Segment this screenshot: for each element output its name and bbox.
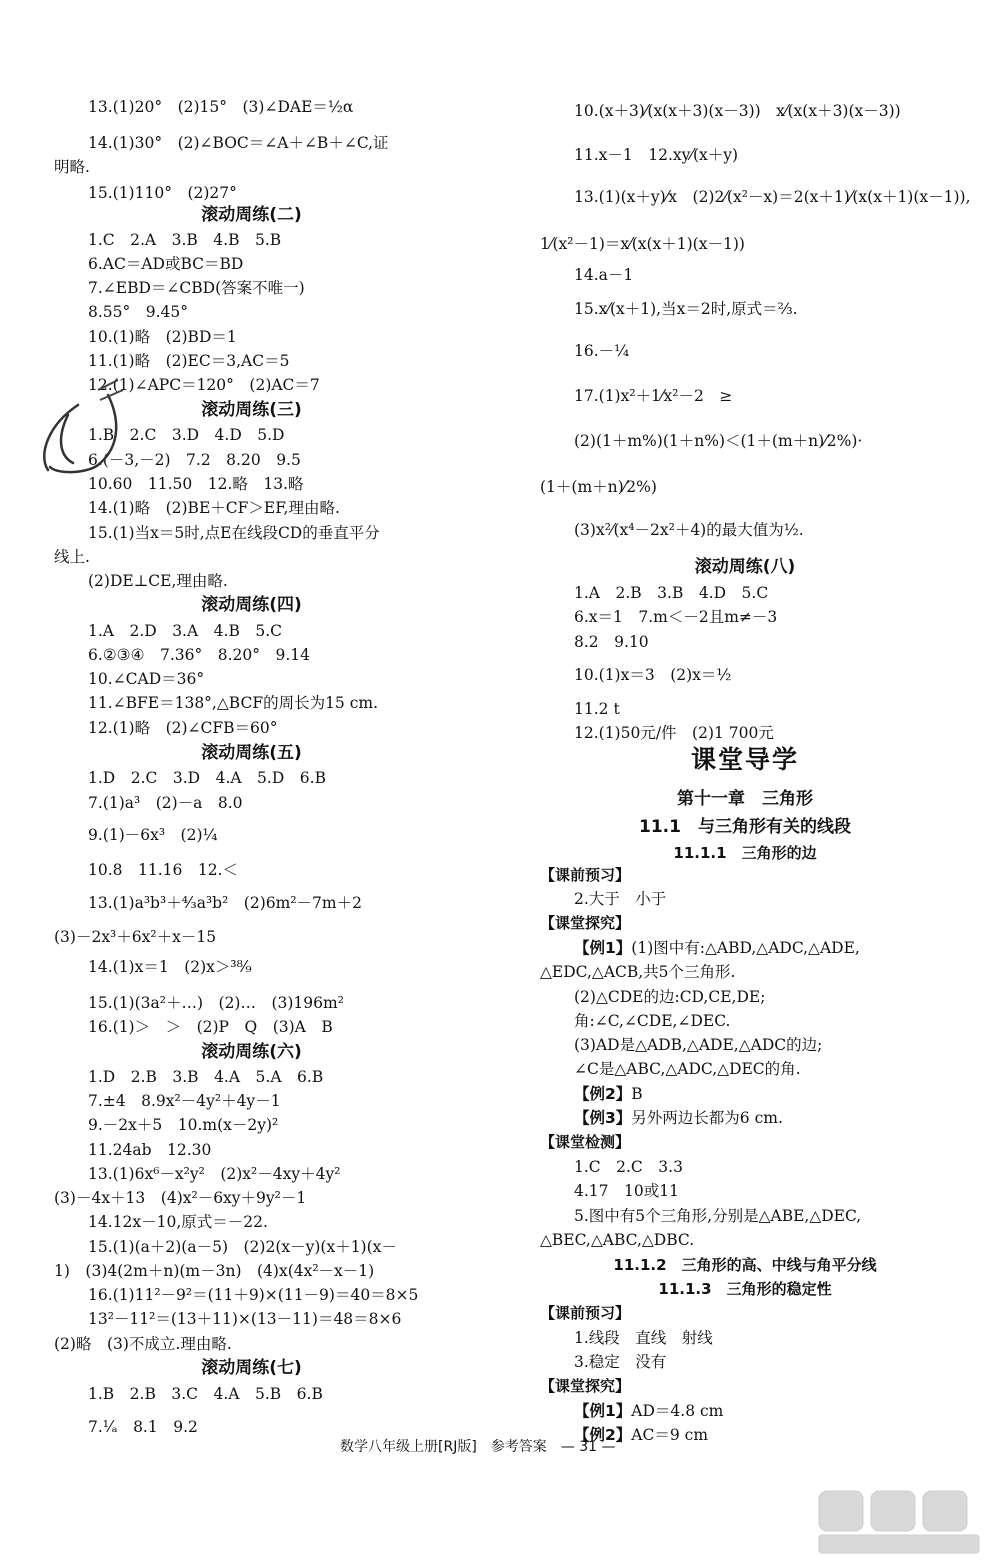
left-line: 10.(1)略 (2)BD＝1 xyxy=(88,328,237,346)
left-line: 13.(1)a³b³＋⁴⁄₃a³b² (2)6m²－7m＋2 xyxy=(88,894,362,912)
left-section-heading: 滚动周练(七) xyxy=(201,1358,302,1378)
right-line: 11.x－1 12.xy⁄(x＋y) xyxy=(574,146,739,164)
example-text: B xyxy=(631,1085,643,1103)
left-line: 1) (3)4(2m＋n)(m－3n) (4)x(4x²－x－1) xyxy=(54,1262,375,1280)
right-line: 5.图中有5个三角形,分别是△ABE,△DEC, xyxy=(574,1207,862,1225)
right-line: 12.(1)50元/件 (2)1 700元 xyxy=(574,724,774,742)
example-label: 【例2】 xyxy=(574,1085,632,1103)
right-line: 10.(1)x＝3 (2)x＝½ xyxy=(574,666,732,684)
left-line: 1.B 2.B 3.C 4.A 5.B 6.B xyxy=(88,1385,323,1403)
example-label: 【例3】 xyxy=(574,1109,632,1127)
left-line: 11.∠BFE＝138°,△BCF的周长为15 cm. xyxy=(88,694,379,712)
example-label: 【例1】 xyxy=(574,1402,632,1420)
right-line: △EDC,△ACB,共5个三角形. xyxy=(540,963,736,981)
right-line: 17.(1)x²＋1⁄x²－2 ≥ xyxy=(574,387,733,405)
left-line: 14.(1)30° (2)∠BOC＝∠A＋∠B＋∠C,证 xyxy=(88,134,389,152)
right-line: 16.－¼ xyxy=(574,342,630,360)
left-line: 12.(1)∠APC＝120° (2)AC＝7 xyxy=(88,376,320,394)
left-line: 15.(1)110° (2)27° xyxy=(88,184,237,202)
left-line: 10.8 11.16 12.＜ xyxy=(88,861,239,879)
right-line: 1.C 2.C 3.3 xyxy=(574,1158,683,1176)
right-line: 4.17 10或11 xyxy=(574,1182,679,1200)
right-line: (2)(1＋m%)(1＋n%)＜(1＋(m＋n)⁄2%)· xyxy=(574,432,863,450)
right-line xyxy=(540,1083,643,1105)
left-line: 6.AC＝AD或BC＝BD xyxy=(88,255,244,273)
left-line: 7.∠EBD＝∠CBD(答案不唯一) xyxy=(88,279,305,297)
left-section-heading: 滚动周练(三) xyxy=(201,400,302,420)
left-line: 13²－11²＝(13＋11)×(13－11)＝48＝8×6 xyxy=(88,1310,402,1328)
left-line: 14.(1)x＝1 (2)x＞³⁸⁄₉ xyxy=(88,958,252,976)
right-line: 2.大于 小于 xyxy=(574,890,667,908)
left-line: 7.(1)a³ (2)－a 8.0 xyxy=(88,794,243,812)
right-line: 14.a－1 xyxy=(574,266,634,284)
left-section-heading: 滚动周练(六) xyxy=(201,1042,302,1062)
right-line: (3)x²⁄(x⁴－2x²＋4)的最大值为½. xyxy=(574,521,804,539)
left-line: 1.D 2.C 3.D 4.A 5.D 6.B xyxy=(88,769,326,787)
right-line: ∠C是△ABC,△ADC,△DEC的角. xyxy=(574,1060,801,1078)
left-line: 15.(1)当x＝5时,点E在线段CD的垂直平分 xyxy=(88,524,380,542)
right-line: 1.A 2.B 3.B 4.D 5.C xyxy=(574,584,769,602)
example-text: AC＝9 cm xyxy=(631,1426,709,1444)
example-label: 【例2】 xyxy=(574,1426,632,1444)
left-line: 8.55° 9.45° xyxy=(88,303,189,321)
left-line: 13.(1)20° (2)15° (3)∠DAE＝½α xyxy=(88,98,354,116)
left-line: 线上. xyxy=(54,548,90,566)
right-line: 1⁄(x²－1)＝x⁄(x(x＋1)(x－1)) xyxy=(540,235,745,253)
left-line: 7.±4 8.9x²－4y²＋4y－1 xyxy=(88,1092,281,1110)
subsection-heading: 11.1.2 三角形的高、中线与角平分线 xyxy=(613,1256,877,1274)
bracket-tag: 【课堂探究】 xyxy=(540,914,631,932)
left-line: (2)略 (3)不成立.理由略. xyxy=(54,1335,232,1353)
right-line: 15.x⁄(x＋1),当x＝2时,原式＝⅔. xyxy=(574,300,798,318)
chapter-heading: 11.1 与三角形有关的线段 xyxy=(639,817,851,837)
left-line: 16.(1)＞ ＞ (2)P Q (3)A B xyxy=(88,1018,333,1036)
left-line: 10.60 11.50 12.略 13.略 xyxy=(88,475,304,493)
example-text: (1)图中有:△ABD,△ADC,△ADE, xyxy=(631,939,860,957)
left-line: 16.(1)11²－9²＝(11＋9)×(11－9)＝40＝8×5 xyxy=(88,1286,419,1304)
left-line: 6.(－3,－2) 7.2 8.20 9.5 xyxy=(88,451,301,469)
left-line: (3)－2x³＋6x²＋x－15 xyxy=(54,928,217,946)
right-line xyxy=(540,1107,783,1129)
section-title: 课堂导学 xyxy=(690,745,799,774)
right-line: 1.线段 直线 射线 xyxy=(574,1329,713,1347)
right-line: 6.x＝1 7.m＜－2且m≠－3 xyxy=(574,608,778,626)
right-line: △BEC,△ABC,△DBC. xyxy=(540,1231,695,1249)
right-line: 10.(x＋3)⁄(x(x＋3)(x－3)) x⁄(x(x＋3)(x－3)) xyxy=(574,102,901,120)
left-line: (2)DE⊥CE,理由略. xyxy=(88,572,228,590)
example-text: AD＝4.8 cm xyxy=(631,1402,724,1420)
right-line xyxy=(540,937,860,959)
left-section-heading: 滚动周练(五) xyxy=(201,743,302,763)
bracket-tag: 【课堂探究】 xyxy=(540,1377,631,1395)
right-section-heading: 滚动周练(八) xyxy=(694,557,796,577)
example-label: 【例1】 xyxy=(574,939,632,957)
left-line: 9.－2x＋5 10.m(x－2y)² xyxy=(88,1116,279,1134)
left-line: 9.(1)－6x³ (2)¼ xyxy=(88,826,218,844)
bracket-tag: 【课前预习】 xyxy=(540,1304,631,1322)
right-line: 11.2 t xyxy=(574,700,620,718)
right-line: 13.(1)(x＋y)⁄x (2)2⁄(x²－x)＝2(x＋1)⁄(x(x＋1)(x－1)), xyxy=(574,188,971,206)
left-section-heading: 滚动周练(二) xyxy=(201,205,302,225)
left-line: 12.(1)略 (2)∠CFB＝60° xyxy=(88,719,278,737)
watermark-logo xyxy=(815,1487,985,1557)
left-line: 15.(1)(3a²＋…) (2)… (3)196m² xyxy=(88,994,344,1012)
chapter-heading: 第十一章 三角形 xyxy=(677,789,813,809)
right-line: 8.2 9.10 xyxy=(574,633,649,651)
subsection-heading: 11.1.1 三角形的边 xyxy=(673,844,817,862)
left-line: (3)－4x＋13 (4)x²－6xy＋9y²－1 xyxy=(54,1189,307,1207)
left-line: 7.¹⁄ₐ 8.1 9.2 xyxy=(88,1418,198,1436)
pen-scribble-mark xyxy=(28,375,168,515)
page-footer: 数学八年级上册[RJ版] 参考答案 — 31 — xyxy=(340,1439,616,1455)
bracket-tag: 【课堂检测】 xyxy=(540,1133,631,1151)
left-line: 1.B 2.C 3.D 4.D 5.D xyxy=(88,426,285,444)
left-line: 11.(1)略 (2)EC＝3,AC＝5 xyxy=(88,352,290,370)
right-line: (2)△CDE的边:CD,CE,DE; xyxy=(574,988,766,1006)
right-line: (3)AD是△ADB,△ADE,△ADC的边; xyxy=(574,1036,823,1054)
right-line: 角:∠C,∠CDE,∠DEC. xyxy=(574,1012,731,1030)
left-line: 14.12x－10,原式＝－22. xyxy=(88,1213,268,1231)
left-line: 11.24ab 12.30 xyxy=(88,1141,212,1159)
left-section-heading: 滚动周练(四) xyxy=(201,595,302,615)
bracket-tag: 【课前预习】 xyxy=(540,866,631,884)
left-line: 明略. xyxy=(54,158,90,176)
example-text: 另外两边长都为6 cm. xyxy=(631,1109,783,1127)
right-line: 3.稳定 没有 xyxy=(574,1353,667,1371)
left-line: 1.D 2.B 3.B 4.A 5.A 6.B xyxy=(88,1068,324,1086)
left-line: 13.(1)6x⁶－x²y² (2)x²－4xy＋4y² xyxy=(88,1165,341,1183)
right-line: (1＋(m＋n)⁄2%) xyxy=(540,478,657,496)
left-line: 15.(1)(a＋2)(a－5) (2)2(x－y)(x＋1)(x－ xyxy=(88,1238,397,1256)
right-line xyxy=(540,1400,723,1422)
left-line: 14.(1)略 (2)BE＋CF＞EF,理由略. xyxy=(88,499,340,517)
left-line: 1.C 2.A 3.B 4.B 5.B xyxy=(88,231,282,249)
left-line: 10.∠CAD＝36° xyxy=(88,670,205,688)
left-line: 6.②③④ 7.36° 8.20° 9.14 xyxy=(88,646,311,664)
subsection-heading: 11.1.3 三角形的稳定性 xyxy=(658,1280,832,1298)
left-line: 1.A 2.D 3.A 4.B 5.C xyxy=(88,622,283,640)
